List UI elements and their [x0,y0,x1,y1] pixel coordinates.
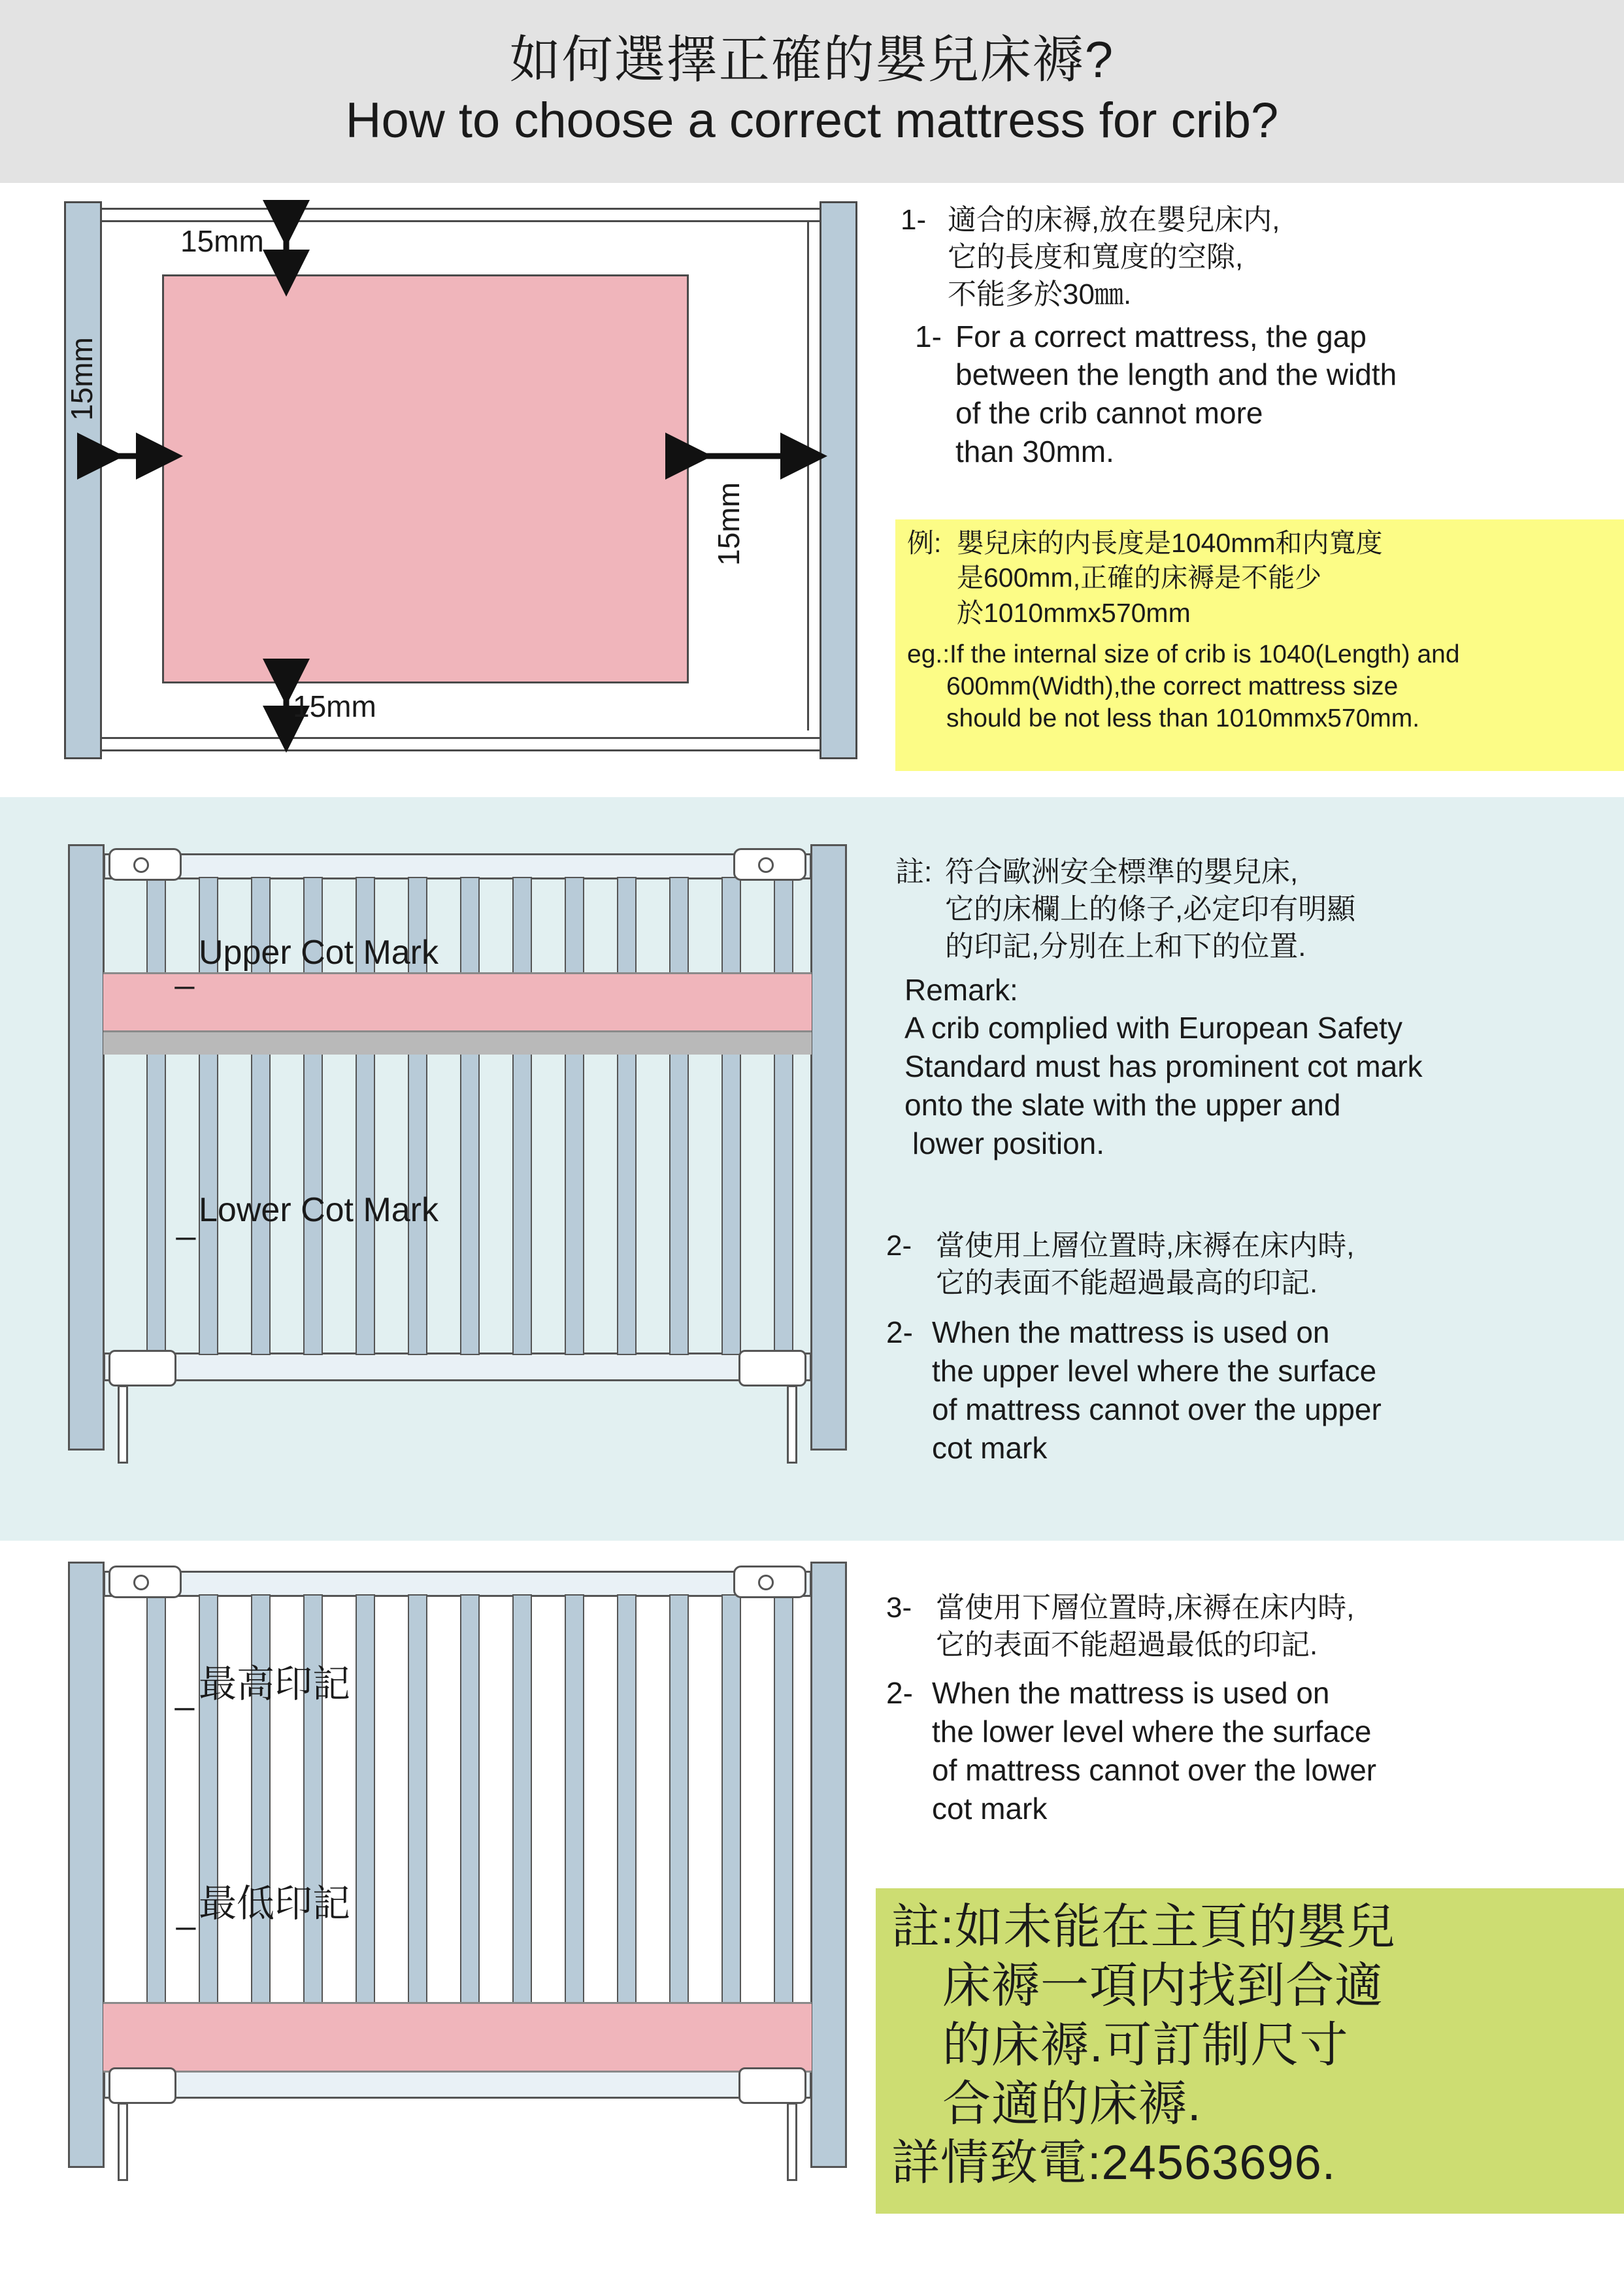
section2-text [886,1227,1619,1468]
crib3-slat [721,1594,741,2073]
remark-zh-line-3: 的印記,分別在上和下的位置. [945,930,1306,963]
crib2-upper-mark-dash: _ [175,952,194,990]
section1-en-line-1: For a correct mattress, the gap [955,319,1367,353]
crib3-slat [146,1594,166,2073]
crib2-slat [617,877,637,1355]
crib-top-view-figure [58,196,861,771]
crib3-slat [408,1594,427,2073]
crib2-base-board [103,1032,812,1055]
crib2-slat [669,877,689,1355]
crib3-upper-mark-label: 最高印記 [199,1663,351,1705]
section3-en-line-1: When the mattress is used on [932,1676,1330,1711]
section3-zh-line-1: 當使用下層位置時,床褥在床内時, [936,1592,1355,1624]
crib2-top-rail [103,853,812,879]
crib3-lower-mark-dash: _ [176,1893,195,1931]
remark-en-line-1: A crib complied with European Safety [904,1011,1402,1045]
crib2-slat [774,877,793,1355]
mattress-top-view [162,274,689,683]
crib3-top-rail [103,1571,812,1597]
footer-note-box [876,1888,1624,2214]
example-en-line-2: 600mm(Width),the correct mattress size [946,672,1399,701]
section3-en-number: 2- [886,1676,913,1711]
crib2-leg-right [787,1385,797,1464]
footer-note-line-5: 詳情致電:24563696. [891,2135,1336,2190]
section2-remark-box [886,849,1619,1207]
crib2-post-right [810,844,847,1451]
example-zh-line-1: 嬰兒床的内長度是1040mm和内寬度 [957,528,1383,558]
crib-lower-level-figure [58,1554,855,2227]
crib-post-right [820,201,857,759]
example-en-line-1: eg.:If the internal size of crib is 1040(Length) and [907,640,1460,668]
dim-label-right: 15mm [712,482,746,566]
crib2-knob-right [758,857,774,873]
crib-upper-level-figure [58,836,855,1503]
section1-en-line-3: of the crib cannot more [955,396,1263,431]
crib3-knob-right [758,1575,774,1590]
section3-en-line-4: cot mark [932,1792,1048,1826]
dim-label-left: 15mm [65,337,99,421]
crib2-upper-mark-label: Upper Cot Mark [199,934,439,972]
section3-zh-line-2: 它的表面不能超過最低的印記. [936,1629,1318,1662]
remark-zh-line-1: 符合歐洲安全標準的嬰兒床, [945,856,1299,888]
section2-en-line-2: the upper level where the surface [932,1354,1377,1388]
crib3-slat [669,1594,689,2073]
section1-en-number: 1- [915,319,942,353]
crib2-corner-left [108,1350,176,1386]
crib3-knob-left [133,1575,149,1590]
crib-frame-top-rail [76,208,830,222]
mattress-lower-level [103,2002,812,2073]
section1-zh-line-3: 不能多於30㎜. [948,278,1132,311]
page-title-zh: 如何選擇正確的嬰兒床褥? [509,31,1115,89]
crib2-bottom-rail [103,1353,812,1381]
section1-example-box [895,519,1624,771]
crib3-slat [512,1594,532,2073]
example-zh-line-3: 於1010mmx570mm [957,597,1191,628]
remark-en-line-3: onto the slate with the upper and [904,1088,1341,1123]
footer-note-line-4: 合適的床褥. [942,2076,1202,2131]
footer-note-line-3: 的床褥.可訂制尺寸 [942,2017,1349,2072]
crib3-slat [565,1594,584,2073]
crib2-lower-mark-dash: _ [176,1203,195,1241]
remark-en-label: Remark: [904,972,1018,1007]
crib-frame-bottom-rail [76,737,830,751]
section2-zh-line-2: 它的表面不能超過最高的印記. [936,1267,1318,1300]
example-zh-label: 例: [907,528,942,558]
crib2-slat [460,877,480,1355]
mattress-upper-level [103,972,812,1032]
page-title-en: How to choose a correct mattress for crib? [345,93,1279,149]
page-header [0,0,1624,183]
section1-zh-number: 1- [901,204,927,236]
section3-text [886,1589,1619,1828]
section2-en-line-1: When the mattress is used on [932,1315,1330,1350]
crib-post-left [64,201,102,759]
crib2-slat [146,877,166,1355]
section2-zh-number: 2- [886,1230,912,1262]
section3-en-line-2: the lower level where the surface [932,1714,1372,1749]
crib2-post-left [68,844,105,1451]
dim-label-bottom: 15mm [293,689,376,723]
section2-zh-line-1: 當使用上層位置時,床褥在床内時, [936,1230,1355,1262]
remark-en-line-2: Standard must has prominent cot mark [904,1049,1423,1084]
section1-text [901,201,1606,471]
crib2-knob-left [133,857,149,873]
crib3-post-right [810,1562,847,2168]
crib3-slat [617,1594,637,2073]
remark-en-line-4: lower position. [912,1126,1105,1161]
crib3-corner-left [108,2067,176,2104]
crib3-leg-left [118,2103,128,2181]
crib3-slat [356,1594,375,2073]
crib3-corner-right [738,2067,806,2104]
crib2-lower-mark-label: Lower Cot Mark [199,1191,439,1229]
footer-note-line-2: 床褥一項内找到合適 [942,1958,1384,2013]
example-en-line-3: should be not less than 1010mmx570mm. [946,704,1420,733]
section2-en-line-3: of mattress cannot over the upper [932,1392,1382,1427]
crib3-slat [774,1594,793,2073]
remark-zh-label: 註: [895,856,933,888]
example-zh-line-2: 是600mm,正確的床褥是不能少 [957,563,1322,593]
crib2-corner-right [738,1350,806,1386]
footer-note-line-1: 註:如未能在主頁的嬰兒 [891,1899,1396,1954]
crib3-post-left [68,1562,105,2168]
crib3-slat [460,1594,480,2073]
section1-zh-line-1: 適合的床褥,放在嬰兒床内, [948,204,1280,236]
crib2-slat [512,877,532,1355]
remark-zh-line-2: 它的床欄上的條子,必定印有明顯 [945,893,1356,926]
section1-en-line-2: between the length and the width [955,357,1397,392]
crib3-bottom-rail [103,2070,812,2099]
section3-en-line-3: of mattress cannot over the lower [932,1753,1377,1788]
crib3-upper-mark-dash: _ [175,1673,194,1711]
dim-label-top: 15mm [180,224,264,258]
crib3-leg-right [787,2103,797,2181]
section2-en-number: 2- [886,1315,913,1350]
section2-en-line-4: cot mark [932,1431,1048,1465]
crib2-leg-left [118,1385,128,1464]
section1-en-line-4: than 30mm. [955,435,1114,469]
crib2-slat [721,877,741,1355]
crib3-lower-mark-label: 最低印記 [199,1882,351,1925]
section3-zh-number: 3- [886,1592,912,1624]
section1-zh-line-2: 它的長度和寬度的空隙, [948,241,1244,274]
crib2-slat [565,877,584,1355]
